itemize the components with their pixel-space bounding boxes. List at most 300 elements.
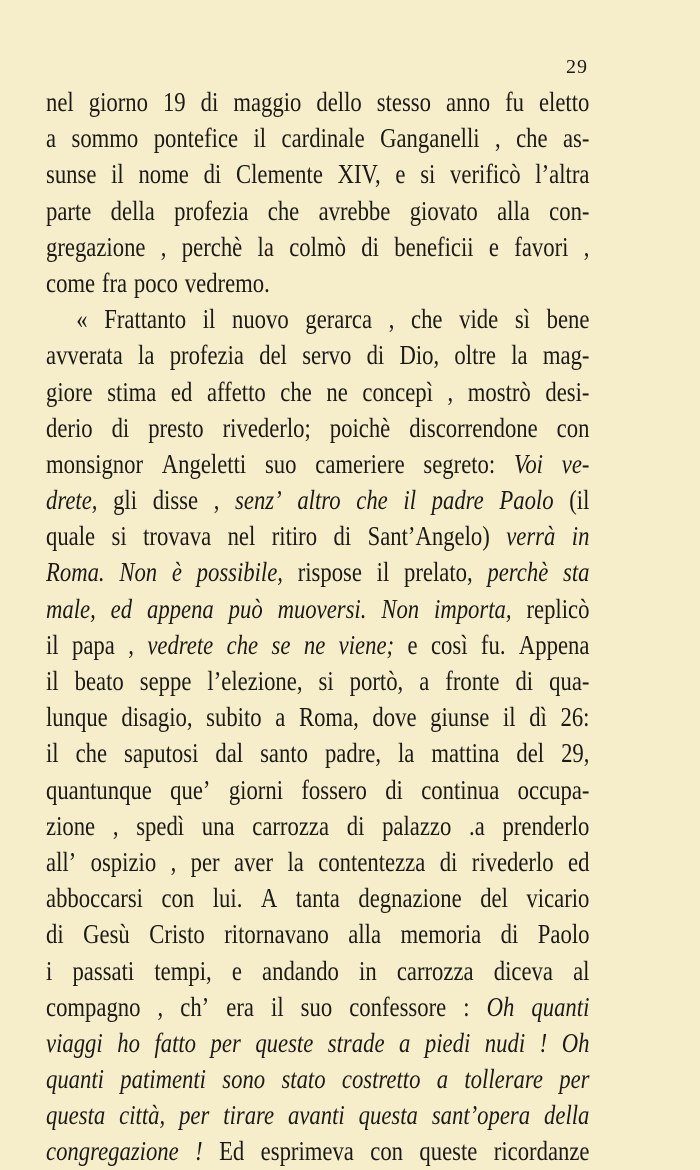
word: che [280, 376, 312, 407]
italic-word: che [226, 629, 259, 660]
word: rispose [297, 557, 362, 588]
italic-word: Non [381, 593, 420, 624]
italic-word: piedi [424, 1027, 471, 1058]
word: tempi, [154, 955, 212, 986]
word: queste [419, 1136, 478, 1167]
word: (il [569, 485, 590, 516]
word: , [157, 991, 164, 1022]
word: rivederlo; [222, 412, 311, 443]
word: maggio [233, 87, 302, 117]
italic-word: per [179, 1100, 210, 1131]
italic-word: se [271, 629, 291, 660]
text-line [46, 482, 589, 518]
word: ritiro [271, 521, 318, 552]
text-line [46, 916, 589, 952]
italic-word: viaggi [46, 1027, 103, 1058]
word: e [395, 159, 406, 190]
word: , [583, 231, 590, 262]
word: dove [372, 702, 417, 733]
word: alla [348, 919, 382, 950]
word: e [488, 231, 499, 262]
text-line [46, 229, 589, 265]
word: di [361, 231, 379, 262]
word: degnazione [358, 883, 462, 914]
word: ritornavano [224, 919, 329, 950]
word: derio [46, 412, 93, 443]
word: segreto: [423, 448, 496, 479]
word: fra [101, 267, 128, 298]
italic-word: costretto [341, 1064, 421, 1095]
word: all’ [46, 846, 77, 877]
word: papa [72, 629, 115, 660]
word: servo [302, 340, 352, 371]
word: eletto [538, 87, 590, 117]
word: del [259, 340, 287, 371]
word: per [190, 846, 220, 877]
word: di [346, 810, 365, 841]
text-line [46, 193, 589, 229]
italic-word: fatto [154, 1027, 197, 1058]
word: di [366, 340, 385, 371]
word: : [463, 991, 470, 1022]
italic-word: Oh [486, 991, 515, 1022]
word: dì [529, 702, 547, 733]
word: perchè [181, 231, 243, 262]
word: di [203, 159, 222, 190]
word: sommo [71, 123, 139, 154]
word: gerarca [305, 304, 373, 335]
word: « [76, 304, 88, 335]
word: abboccarsi [46, 883, 143, 914]
word: fu. [480, 629, 506, 660]
page-number: 29 [566, 56, 588, 78]
word: quale [46, 521, 96, 552]
word: si [420, 159, 436, 190]
word: vide [459, 304, 499, 335]
word: A [260, 883, 278, 914]
word: Clemente [235, 159, 323, 190]
italic-word: nudi [484, 1027, 526, 1058]
italic-word: Oh [561, 1027, 590, 1058]
word: continua [421, 774, 500, 805]
word: gregazione [46, 231, 146, 262]
word: mostrò [467, 376, 531, 407]
word: trovava [143, 521, 212, 552]
italic-word: queste [255, 1027, 314, 1058]
word: l’altra [535, 159, 590, 190]
word: concepì [362, 376, 433, 407]
word: , [388, 304, 395, 335]
word: così [430, 629, 468, 660]
word: XIV, [337, 159, 381, 190]
word: in [359, 955, 377, 986]
text-line [46, 84, 589, 120]
word: disse [152, 485, 199, 516]
word: dello [316, 87, 362, 117]
text-line [46, 446, 589, 482]
italic-word: tollerare [464, 1064, 543, 1095]
text-line [46, 265, 589, 301]
italic-word: a [436, 1064, 449, 1095]
word: Paolo [537, 919, 590, 950]
word: , [213, 485, 220, 516]
word: ch’ [180, 991, 210, 1022]
word: Angeletti [161, 448, 247, 479]
text-line [46, 301, 589, 337]
word: era [226, 991, 254, 1022]
text-line [46, 1061, 589, 1097]
word: con [556, 412, 590, 443]
word: Frattanto [104, 304, 187, 335]
word: come [46, 267, 96, 298]
italic-word: sant’opera [431, 1100, 531, 1131]
word: la [287, 846, 304, 877]
word: che [267, 195, 300, 226]
word: presto [148, 412, 204, 443]
word: suo [264, 448, 297, 479]
word: discorrendone [409, 412, 538, 443]
word: 19 [162, 87, 186, 117]
italic-word: padre [431, 485, 484, 516]
word: la [511, 340, 528, 371]
text-line [46, 337, 589, 373]
text-line [46, 374, 589, 410]
word: che [411, 304, 443, 335]
text-line [46, 627, 589, 663]
italic-word: importa, [434, 593, 512, 624]
italic-word: per [559, 1064, 590, 1095]
word: rivederlo [471, 846, 554, 877]
word: prelato, [404, 557, 473, 588]
text-line [46, 772, 589, 808]
word: fronte [445, 666, 500, 696]
word: affetto [206, 376, 266, 407]
word: che [75, 738, 108, 769]
word: la [257, 231, 274, 262]
word: la [397, 738, 415, 769]
italic-word: ne [303, 629, 326, 660]
word: confessore [349, 991, 447, 1022]
italic-word: senz’ [235, 485, 282, 516]
text-line [46, 808, 589, 844]
word: del [480, 883, 508, 914]
word: il [253, 123, 267, 154]
word: colmò [289, 231, 346, 262]
word: stesso [376, 87, 431, 117]
word: 26: [560, 702, 590, 733]
text-line [46, 844, 589, 880]
word: sì [514, 304, 530, 335]
word: as- [562, 123, 590, 154]
word: ed [170, 376, 193, 407]
italic-word: in [571, 521, 590, 552]
word: con [161, 883, 195, 914]
text-line [46, 1133, 589, 1169]
italic-word: Paolo [499, 485, 554, 516]
body-text [46, 84, 590, 1170]
word: qua- [549, 666, 590, 696]
text-line [46, 880, 589, 916]
word: di [500, 919, 519, 950]
italic-word: quanti [531, 991, 590, 1022]
word: vicario [526, 883, 590, 914]
italic-word: Roma. [46, 557, 105, 588]
word: l’elezione, [207, 666, 303, 696]
text-line [46, 410, 589, 446]
word: portò, [349, 666, 404, 696]
word: mag- [542, 340, 590, 371]
word: avrebbe [318, 195, 391, 226]
text-line [46, 699, 589, 735]
word: 29, [561, 738, 590, 769]
word: a [275, 702, 286, 733]
word: alla [497, 195, 530, 226]
word: Roma, [298, 702, 359, 733]
word: nuovo [232, 304, 289, 335]
word: giunse [430, 702, 490, 733]
text-line [46, 989, 589, 1025]
word: , [495, 123, 501, 154]
word: Appena [518, 629, 590, 660]
word: i [46, 955, 53, 986]
word: di [515, 666, 534, 696]
word: poco [133, 267, 178, 298]
word: , [447, 376, 454, 407]
word: contentezza [318, 846, 426, 877]
word: profezia [169, 340, 244, 371]
word: aver [234, 846, 274, 877]
word: parte [46, 195, 92, 226]
word: il [111, 159, 124, 190]
word: stima [107, 376, 157, 407]
word: giorni [228, 774, 284, 805]
word: il [502, 702, 516, 733]
word: il [46, 666, 59, 696]
italic-word: viene; [338, 629, 395, 660]
word: lui. [212, 883, 243, 914]
word: profezia [174, 195, 249, 226]
italic-word: Voi [513, 448, 543, 479]
italic-word: patimenti [120, 1064, 206, 1095]
word: zione [46, 810, 96, 841]
word: giorno [88, 87, 148, 117]
word: nel [46, 87, 74, 117]
word: si [318, 666, 334, 696]
word: al [573, 955, 590, 986]
word: passati [72, 955, 135, 986]
italic-word: della [544, 1100, 590, 1131]
word: , [170, 846, 177, 877]
word: beneficii [394, 231, 474, 262]
word: di [439, 846, 458, 877]
word: subito [206, 702, 262, 733]
word: verificò [450, 159, 521, 190]
word: , [160, 231, 167, 262]
word: que’ [170, 774, 211, 805]
word: ricordanze [493, 1136, 590, 1167]
word: e [231, 955, 242, 986]
word: Sant’Angelo) [367, 521, 490, 552]
word: mattina [431, 738, 500, 769]
word: che [516, 123, 548, 154]
italic-word: per [210, 1027, 241, 1058]
word: , [128, 629, 134, 660]
word: di [385, 774, 403, 805]
italic-word: drete, [46, 485, 98, 516]
italic-word: ed [110, 593, 133, 624]
word: si [111, 521, 127, 552]
word: ed [568, 846, 590, 877]
word: di [46, 919, 64, 950]
italic-word: quanti [46, 1064, 104, 1095]
word: della [110, 195, 155, 226]
text-line [46, 591, 589, 627]
word: memoria [400, 919, 482, 950]
italic-word: è [171, 557, 182, 588]
italic-word: avanti [288, 1100, 345, 1131]
text-line [46, 1097, 589, 1133]
word: , [112, 810, 119, 841]
word: la [138, 340, 155, 371]
italic-word: muoversi. [277, 593, 367, 624]
word: cardinale [281, 123, 365, 154]
word: pontefice [153, 123, 239, 154]
word: andando [262, 955, 339, 986]
italic-word: ve- [561, 448, 590, 479]
word: dal [215, 738, 244, 769]
word: il [202, 304, 216, 335]
text-line [46, 663, 589, 699]
italic-word: congregazione [46, 1136, 179, 1167]
word: del [516, 738, 545, 769]
text-line [46, 953, 589, 989]
word: palazzo [382, 810, 452, 841]
italic-word: città, [119, 1100, 166, 1131]
italic-word: sta [562, 557, 590, 588]
word: giore [46, 376, 93, 407]
italic-word: a [399, 1027, 411, 1058]
italic-word: questa [46, 1100, 106, 1131]
word: gli [113, 485, 138, 516]
word: tanta [295, 883, 340, 914]
word: compagno [46, 991, 141, 1022]
word: una [201, 810, 235, 841]
word: il [376, 557, 390, 588]
word: spedì [136, 810, 185, 841]
italic-word: può [228, 593, 263, 624]
word: ne [326, 376, 348, 407]
word: con [370, 1136, 404, 1167]
italic-word: perchè [487, 557, 549, 588]
word: bene [546, 304, 590, 335]
italic-word: appena [146, 593, 214, 624]
word: prenderlo [502, 810, 590, 841]
italic-word: ! [539, 1027, 548, 1058]
word: nome [138, 159, 189, 190]
italic-word: ! [195, 1136, 203, 1167]
word: con- [549, 195, 590, 226]
italic-word: questa [358, 1100, 418, 1131]
italic-word: verrà [506, 521, 556, 552]
text-line [46, 156, 589, 192]
text-line [46, 120, 589, 156]
word: Cristo [149, 919, 205, 950]
word: il [46, 629, 59, 660]
word: Ed [219, 1136, 245, 1167]
word: monsignor [46, 448, 144, 479]
word: anno [445, 87, 491, 117]
italic-word: strade [327, 1027, 385, 1058]
word: Gesù [83, 919, 130, 950]
italic-word: ho [117, 1027, 140, 1058]
word: esprimeva [260, 1136, 354, 1167]
italic-word: male, [46, 593, 96, 624]
word: Ganganelli [380, 123, 480, 154]
word: replicò [526, 593, 590, 624]
word: beato [74, 666, 124, 696]
word: vedremo. [184, 267, 270, 298]
word: desi- [545, 376, 590, 407]
text-line [46, 1025, 589, 1061]
italic-word: possibile, [196, 557, 283, 588]
word: santo [260, 738, 308, 769]
word: di [200, 87, 219, 117]
word: .a [469, 810, 485, 841]
word: ospizio [90, 846, 157, 877]
italic-word: che [356, 485, 388, 516]
word: di [111, 412, 130, 443]
word: seppe [139, 666, 192, 696]
italic-word: altro [297, 485, 341, 516]
word: nel [227, 521, 256, 552]
italic-word: sono [222, 1064, 266, 1095]
word: fu [505, 87, 524, 117]
word: quantunque [46, 774, 152, 805]
word: cameriere [315, 448, 405, 479]
text-line [46, 518, 589, 554]
word: lunque [46, 702, 108, 733]
word: padre, [324, 738, 382, 769]
italic-word: vedrete [147, 629, 214, 660]
word: il [46, 738, 59, 769]
italic-word: Non [119, 557, 158, 588]
italic-word: stato [281, 1064, 326, 1095]
word: Dio, [399, 340, 440, 371]
word: giovato [409, 195, 478, 226]
word: sunse [46, 159, 97, 190]
word: suo [300, 991, 333, 1022]
italic-word: il [403, 485, 417, 516]
word: il [271, 991, 284, 1022]
word: occupa- [517, 774, 590, 805]
text-line [46, 735, 589, 771]
word: poichè [329, 412, 391, 443]
word: oltre [454, 340, 496, 371]
text-line [46, 554, 589, 590]
word: carrozza [396, 955, 474, 986]
word: disagio, [121, 702, 193, 733]
word: a [419, 666, 430, 696]
word: fossero [301, 774, 367, 805]
word: saputosi [124, 738, 199, 769]
word: a [46, 123, 57, 154]
word: e [407, 629, 418, 660]
word: di [333, 521, 352, 552]
word: favori [514, 231, 569, 262]
word: avverata [46, 340, 123, 371]
italic-word: tirare [223, 1100, 275, 1131]
word: diceva [493, 955, 553, 986]
